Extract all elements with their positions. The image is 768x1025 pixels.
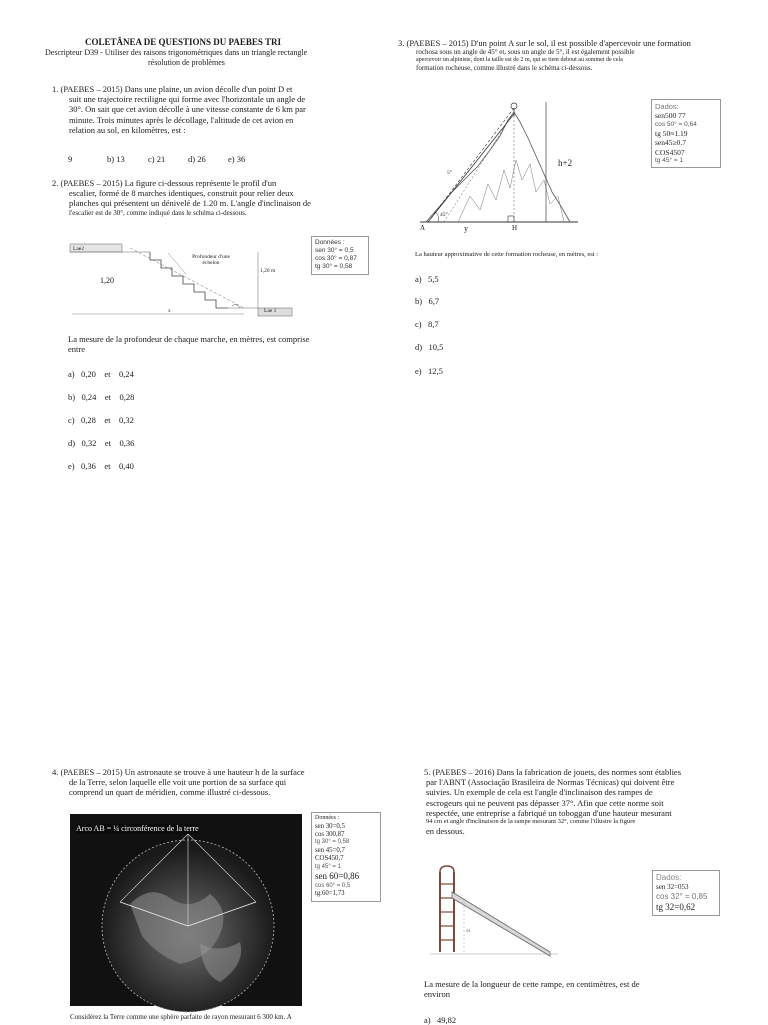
q4-line: de la Terre, selon laquelle elle voit une portion de sa surface qui bbox=[69, 777, 287, 788]
q2-text bbox=[52, 178, 311, 217]
data-box-item: sen 30=0,5 bbox=[315, 822, 345, 830]
q3-question: La hauteur approximative de cette formation rocheuse, en mètres, est : bbox=[415, 251, 599, 258]
fig-label-y: y bbox=[464, 224, 468, 233]
data-box-item: tg 45° = 1 bbox=[655, 157, 684, 164]
data-box-item: tg 32=0,62 bbox=[656, 901, 696, 912]
q1-option[interactable]: c) 21 bbox=[148, 154, 166, 164]
data-box-title: Données : bbox=[315, 239, 345, 246]
q1-text bbox=[52, 84, 306, 135]
q2-option[interactable]: a) 0,20 et 0,24 bbox=[68, 369, 134, 379]
q2-question bbox=[68, 334, 309, 354]
data-box-title: Dados: bbox=[655, 102, 679, 111]
q5-data-box bbox=[652, 870, 720, 916]
q5-text bbox=[424, 767, 768, 836]
fig-label-height: 1,20 bbox=[100, 276, 114, 285]
fig-label-x: x bbox=[168, 308, 171, 314]
q3-option[interactable]: a) 5,5 bbox=[415, 274, 439, 284]
q3-line: formation rocheuse, comme illustré dans le schéma ci-dessous. bbox=[416, 63, 593, 72]
q2-option[interactable]: c) 0,28 et 0,32 bbox=[68, 415, 134, 425]
q5-question-line: La mesure de la longueur de cette rampe, en centimètres, est de bbox=[424, 979, 640, 989]
slide-figure bbox=[430, 862, 560, 962]
descriptor-line-2: résolution de problèmes bbox=[148, 58, 225, 67]
q5-line: escrogeurs qui ne peuvent pas dépasser 37°. Afin que cette norme soit bbox=[426, 797, 664, 808]
q5-line: en dessous. bbox=[426, 825, 465, 836]
q2-option[interactable]: b) 0,24 et 0,28 bbox=[68, 392, 135, 402]
q2-line: planches qui présentent un dénivelé de 1.20 m. L'angle d'inclinaison de bbox=[69, 198, 311, 209]
photo-label: Arco AB = ¼ circonférence de la terre bbox=[76, 824, 199, 833]
q1-line: relation au sol, en kilomètres, est : bbox=[69, 124, 186, 135]
svg-text:94: 94 bbox=[466, 928, 471, 933]
q2-option[interactable]: e) 0,36 et 0,40 bbox=[68, 461, 134, 471]
q3-line: rochosa sous un angle de 45° et, sous un angle de 5°, il est également possible bbox=[416, 48, 635, 57]
q1-line: 30°. On sait que cet avion décolle à une vitesse constante de 6 km par bbox=[69, 104, 306, 115]
q1-option[interactable]: d) 26 bbox=[188, 154, 206, 164]
descriptor-line: Descripteur D39 - Utiliser des raisons trigonométriques dans un triangle rectangle bbox=[45, 48, 308, 57]
q3-option[interactable]: e) 12,5 bbox=[415, 366, 443, 376]
q3-data-box bbox=[651, 99, 721, 168]
q4-line: comprend un quart de méridien, comme illustré ci-dessous. bbox=[69, 787, 271, 798]
q1-line: suit une trajectoire rectiligne qui forme avec l'horizontale un angle de bbox=[69, 94, 306, 105]
q5-line: suivies. Un exemple de cela est l'angle d'inclinaison des rampes de bbox=[426, 787, 653, 798]
data-box-item: sen500 77 bbox=[655, 111, 686, 121]
q1-line: minute. Trois minutes après le décollage, l'altitude de cet avion en bbox=[69, 114, 294, 125]
q3-option[interactable]: b) 6,7 bbox=[415, 296, 440, 306]
data-box-item: tg 30° = 0,58 bbox=[315, 839, 350, 846]
data-box-item: sen 30° = 0,5 bbox=[315, 247, 354, 255]
fig-label-depth: Profondeur d'une échelon bbox=[192, 254, 230, 267]
q1-option[interactable]: b) 13 bbox=[107, 154, 125, 164]
data-box-item: tg.60=1,73 bbox=[315, 890, 345, 898]
q2-line: 2. (PAEBES – 2015) La figure ci-dessous représente le profil d'un bbox=[52, 178, 277, 188]
q5-line: par l'ABNT (Associação Brasileira de Normas Técnicas) qui doivent être bbox=[426, 777, 675, 788]
document-title: COLETÂNEA DE QUESTIONS DU PAEBES TRI bbox=[85, 37, 281, 47]
data-box-title: Données : bbox=[315, 815, 340, 821]
fig-label-top: Lae2 bbox=[73, 246, 84, 252]
data-box-item: sen 32=053 bbox=[656, 883, 689, 891]
data-box-item: cos 30° = 0,87 bbox=[315, 255, 357, 263]
data-box-item: cos 50° = 0,64 bbox=[655, 120, 697, 128]
q3-option[interactable]: c) 8,7 bbox=[415, 319, 439, 329]
q3-option[interactable]: d) 10,5 bbox=[415, 342, 444, 352]
q5-question-line: environ bbox=[424, 989, 450, 1000]
fig-label-height-2: 1,20 m bbox=[260, 268, 276, 274]
q4-line: 4. (PAEBES – 2015) Un astronaute se trouve à une hauteur h de la surface bbox=[52, 767, 305, 777]
data-box-item: sen 60=0,86 bbox=[315, 871, 360, 882]
q5-line: 94 cm et angle d'inclinaison de la rampe mesurant 32°, comme l'illustre la figure bbox=[426, 817, 636, 825]
q2-question-line: La mesure de la profondeur de chaque marche, en mètres, est comprise bbox=[68, 334, 310, 344]
q5-line: respectée, une entreprise a fabriqué un toboggan d'une hauteur mesurant bbox=[426, 807, 672, 818]
fig-label-bottom: Lae 1 bbox=[264, 308, 277, 314]
q5-line: 5. (PAEBES – 2016) Dans la fabrication de jouets, des normes sont établies bbox=[424, 767, 682, 777]
q3-text bbox=[398, 38, 691, 72]
q5-question bbox=[424, 979, 639, 999]
q2-line: l'escalier est de 30°, comme indiqué dans le schéma ci-dessous. bbox=[69, 208, 247, 217]
q2-data-box bbox=[311, 236, 369, 275]
data-box-item: sen 45=0,7 bbox=[315, 846, 345, 854]
data-box-item: cos 60° = 0,5 bbox=[315, 882, 351, 889]
q3-line: 3. (PAEBES – 2015) D'un point A sur le sol, il est possible d'apercevoir une formation bbox=[398, 38, 691, 48]
fig-angle-5: 5° bbox=[447, 170, 452, 176]
data-box-item: cos 32° = 0,85 bbox=[656, 891, 708, 901]
data-box-item: cos 300,87 bbox=[315, 830, 345, 838]
data-box-item: COS4507 bbox=[655, 147, 685, 157]
q1-option[interactable]: e) 36 bbox=[228, 154, 246, 164]
fig-angle-45: 45° bbox=[440, 212, 448, 218]
q3-line: apercevoir un alpiniste, dont la taille est de 2 m, qui se tient debout au sommet de cela bbox=[416, 56, 623, 63]
q1-line: 1. (PAEBES – 2015) Dans une plaine, un avion décolle d'un point D et bbox=[52, 84, 293, 94]
q5-option[interactable]: a) 49,82 bbox=[424, 1015, 457, 1025]
data-box-item: COS450,7 bbox=[315, 855, 344, 863]
earth-photo bbox=[70, 814, 302, 1006]
data-box-title: Dados: bbox=[656, 873, 682, 882]
fig-point-h: H bbox=[512, 224, 518, 232]
fig-label-h-plus-2: h+2 bbox=[558, 158, 573, 168]
fig-point-a: A bbox=[420, 224, 426, 232]
q1-option[interactable]: 9 bbox=[68, 154, 73, 164]
data-box-item: tg 30° = 0,58 bbox=[315, 263, 353, 271]
q2-line: escalier, formé de 8 marches identiques, construit pour relier deux bbox=[69, 188, 294, 199]
q4-text bbox=[52, 767, 305, 798]
q2-question-line: entre bbox=[68, 344, 85, 355]
data-box-item: sen45≥0.7 bbox=[655, 138, 686, 148]
q4-data-box bbox=[311, 812, 381, 902]
q4-bottom-text: Considérez la Terre comme une sphère parfaite de rayon mesurant 6 300 km. A bbox=[70, 1013, 292, 1021]
data-box-item: tg 50≈1.19 bbox=[655, 128, 688, 138]
data-box-item: tg 45° = 1 bbox=[315, 863, 341, 870]
q2-option[interactable]: d) 0,32 et 0,36 bbox=[68, 438, 135, 448]
